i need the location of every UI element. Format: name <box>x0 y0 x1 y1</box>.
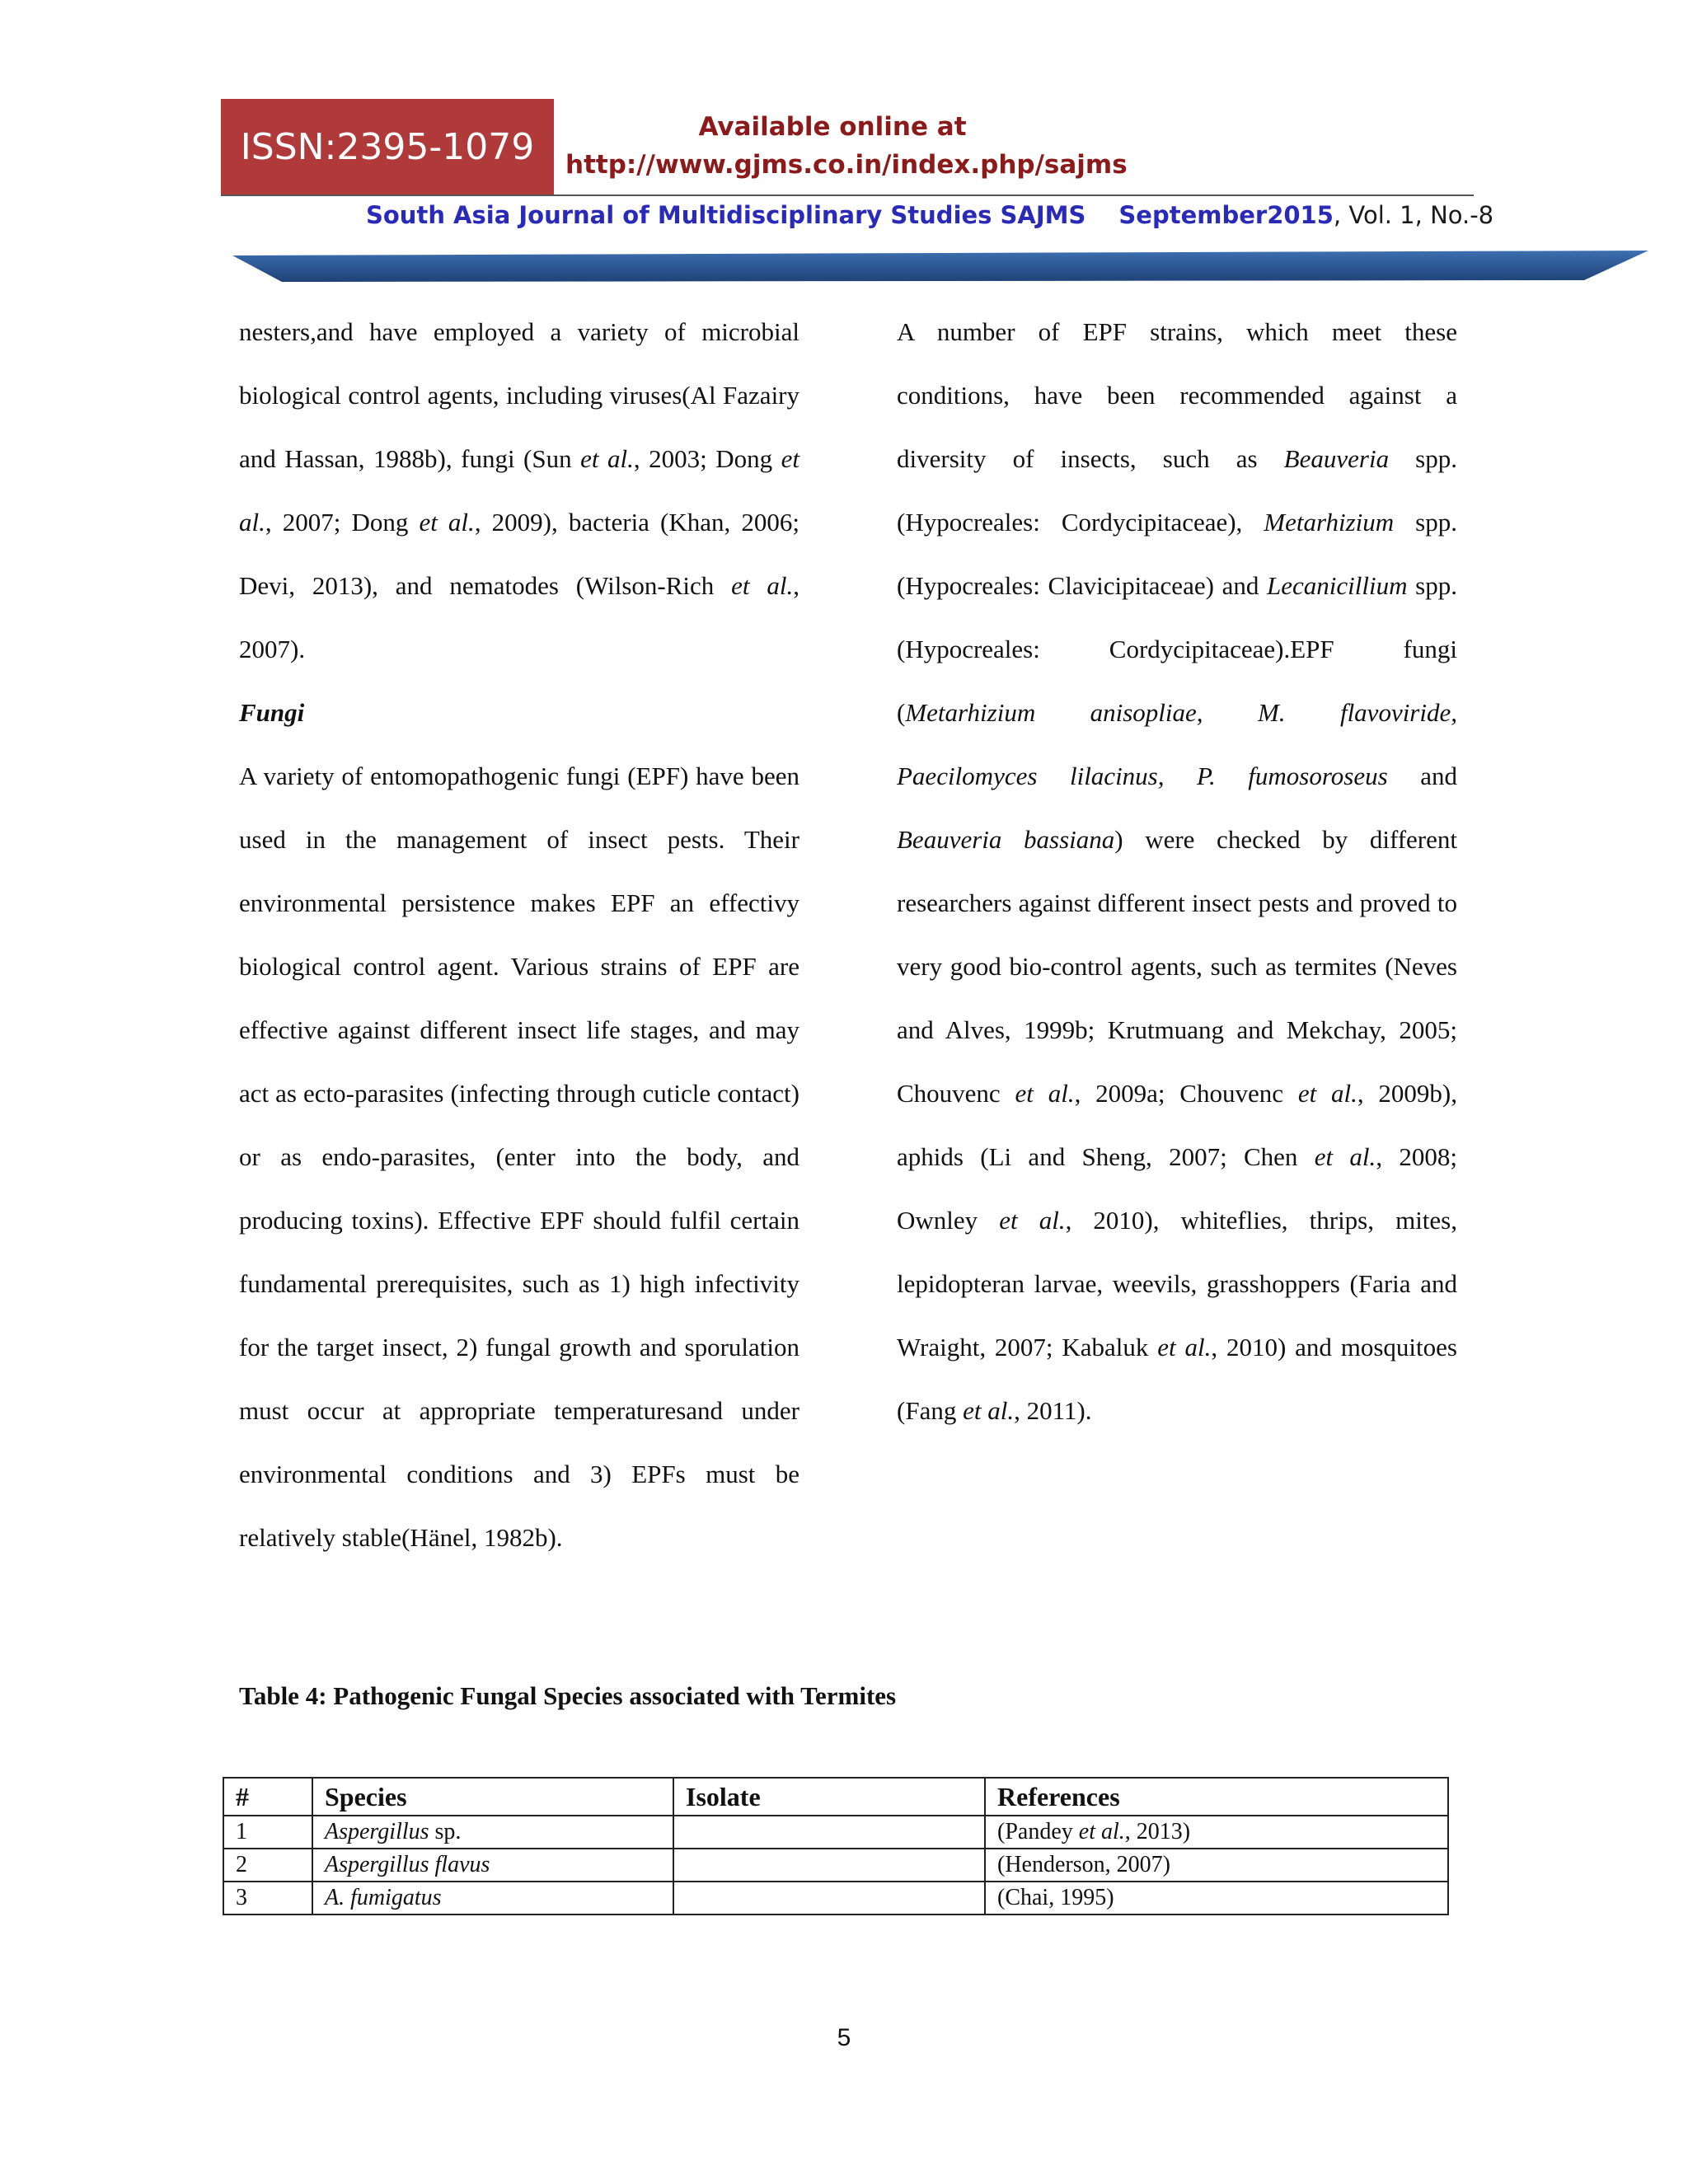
fungal-species-table <box>223 1777 1449 1915</box>
text-run: , 2009b), aphids (Li and Sheng, 2007; Chen <box>897 1079 1457 1171</box>
italic-text-run: Aspergillus flavus <box>325 1852 490 1877</box>
text-run: , 2011). <box>1014 1396 1092 1425</box>
row-number-cell: 2 <box>223 1849 312 1882</box>
italic-text-run: et al. <box>1297 1079 1357 1108</box>
italic-text-run: et al. <box>580 444 634 473</box>
text-run: , 2007; Dong <box>265 508 420 537</box>
right-column <box>897 300 1457 1442</box>
row-number-cell: 3 <box>223 1882 312 1915</box>
italic-text-run: et al. <box>1078 1819 1125 1844</box>
italic-text-run: et al. <box>1157 1333 1212 1361</box>
italic-text-run: et al. <box>963 1396 1015 1425</box>
italic-text-run: et al. <box>239 444 799 537</box>
journal-url-link[interactable]: http://www.gjms.co.in/index.php/sajms <box>565 150 1128 180</box>
section-heading-fungi: Fungi <box>239 698 305 727</box>
text-run: A variety of entomopathogenic fungi (EPF) have been used in the management of insect pests. Their environmental persistence makes EPF an effectivy biological control agent. Various strains of EPF are effective against different insect life stages, and may act as ecto-parasites (infecting through cuticle contact) or as endo-parasites, (enter into the body, and producing toxins). Effective EPF should fulfil certain fundamental prerequisites, such as 1) high infectivity for the target insect, 2) fungal growth and sporulation must occur at appropriate temperaturesand under environmental conditions and 3) EPFs must be relatively stable(Hänel, 1982b). <box>239 762 799 1552</box>
reference-cell <box>985 1849 1448 1882</box>
issn-text: ISSN:2395-1079 <box>240 125 535 168</box>
text-run: A number of EPF strains, which meet these conditions, have been recommended against a diversity of insects, such as <box>897 317 1457 473</box>
text-run: , 2013) <box>1124 1819 1191 1844</box>
issue-date: September2015 <box>1118 201 1334 229</box>
italic-text-run: Beauveria <box>1283 444 1390 473</box>
italic-text-run: A. fumigatus <box>325 1885 442 1910</box>
intro-paragraph <box>239 300 799 681</box>
text-run: spp. (Hypocreales: Cordycipitaceae), <box>897 444 1457 537</box>
table-body <box>223 1816 1448 1915</box>
table-row <box>223 1816 1448 1849</box>
text-run: (Chai, 1995) <box>997 1885 1114 1910</box>
text-run: nesters,and have employed a variety of microbial biological control agents, including viruses(Al Fazairy and Hassan, 1988b), fungi (Sun <box>239 317 799 473</box>
text-run: , 2007). <box>239 571 799 663</box>
text-run: sp. <box>429 1819 462 1844</box>
table-row <box>223 1849 1448 1882</box>
available-online-label: Available online at <box>698 112 967 142</box>
fungi-paragraph <box>239 744 799 1569</box>
isolate-cell <box>673 1882 985 1915</box>
table-header-row <box>223 1778 1448 1816</box>
text-run: (Pandey <box>997 1819 1079 1844</box>
journal-name: South Asia Journal of Multidisciplinary Studies SAJMS <box>366 201 1086 229</box>
header-divider <box>221 194 1474 196</box>
text-run: , 2009), bacteria (Khan, 2006; Devi, 2013), and nematodes (Wilson-Rich <box>239 508 799 600</box>
italic-text-run: et al. <box>1015 1079 1075 1108</box>
reference-cell <box>985 1882 1448 1915</box>
issn-badge <box>221 99 554 194</box>
italic-text-run: et al. <box>1314 1142 1376 1171</box>
text-run: ) were checked by different researchers against different insect pests and proved to very good bio-control agents, such as termites (Neves and Alves, 1999b; Krutmuang and Mekchay, 2005; Chouvenc <box>897 825 1457 1108</box>
italic-text-run: Lecanicillium <box>1267 571 1408 600</box>
header-isolate: Isolate <box>673 1778 985 1816</box>
table-caption: Table 4: Pathogenic Fungal Species associated with Termites <box>239 1681 897 1710</box>
italic-text-run: Metarhizium anisopliae, M. flavoviride, Paecilomyces lilacinus, P. fumosoroseus <box>897 698 1457 790</box>
header-references: References <box>985 1778 1448 1816</box>
italic-text-run: Aspergillus <box>325 1819 429 1844</box>
species-cell <box>312 1882 673 1915</box>
isolate-cell <box>673 1849 985 1882</box>
page-number: 5 <box>837 2024 851 2051</box>
italic-text-run: et al. <box>731 571 794 600</box>
table-row <box>223 1882 1448 1915</box>
species-cell <box>312 1816 673 1849</box>
text-run: and <box>1387 762 1457 790</box>
row-number-cell: 1 <box>223 1816 312 1849</box>
text-run: , 2010) and mosquitoes (Fang <box>897 1333 1457 1425</box>
text-run: , 2008; Ownley <box>897 1142 1457 1235</box>
reference-cell <box>985 1816 1448 1849</box>
species-cell <box>312 1849 673 1882</box>
text-run: , 2009a; Chouvenc <box>1074 1079 1298 1108</box>
italic-text-run: Metarhizium <box>1264 508 1395 537</box>
italic-text-run: Beauveria bassiana <box>897 825 1115 854</box>
header-species: Species <box>312 1778 673 1816</box>
text-run: spp. (Hypocreales: Cordycipitaceae).EPF fungi ( <box>897 571 1457 727</box>
isolate-cell <box>673 1816 985 1849</box>
text-run: , 2003; Dong <box>633 444 781 473</box>
text-run: spp. (Hypocreales: Clavicipitaceae) and <box>897 508 1457 600</box>
header-banner-bar <box>232 251 1648 284</box>
text-run: , 2010), whiteflies, thrips, mites, lepidopteran larvae, weevils, grasshoppers (Faria and Wraight, 2007; Kabaluk <box>897 1206 1457 1361</box>
text-run: (Henderson, 2007) <box>997 1852 1170 1877</box>
journal-citation-line <box>366 201 1494 229</box>
italic-text-run: et al. <box>419 508 475 537</box>
left-column <box>239 300 799 1569</box>
epf-strains-paragraph <box>897 300 1457 1442</box>
italic-text-run: et al. <box>999 1206 1066 1235</box>
volume-number: , Vol. 1, No.-8 <box>1333 201 1494 229</box>
header-number: # <box>223 1778 312 1816</box>
